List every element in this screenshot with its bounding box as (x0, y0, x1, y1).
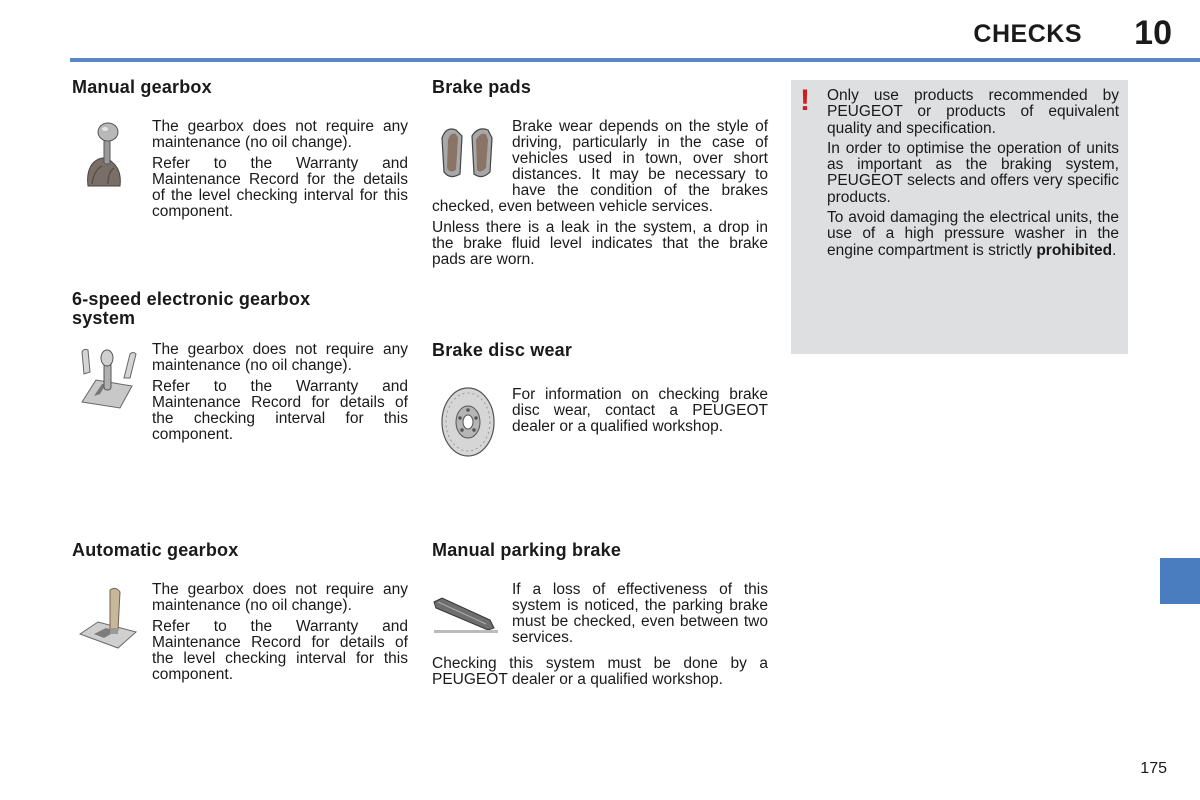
page-number: 175 (1140, 760, 1167, 777)
manual-gearbox-p1: The gearbox does not require any maintenance (no oil change). (152, 118, 408, 151)
electronic-gearbox-text (152, 342, 408, 448)
parking-brake-p1 (432, 582, 768, 646)
manual-gearbox-p2: Refer to the Warranty and Maintenance Record for the details of the level checking interval for this component. (152, 155, 408, 220)
electronic-gear-selector-icon (76, 344, 136, 416)
parking-brake-float-spacer (432, 582, 512, 648)
brake-pads-p1 (432, 119, 768, 215)
chapter-number: 10 (1134, 14, 1172, 52)
electronic-gearbox-heading: 6-speed electronic gearbox system (72, 289, 311, 328)
parking-brake-text (432, 582, 768, 693)
warning-p3-bold: prohibited (1036, 241, 1113, 259)
electronic-gearbox-p1: The gearbox does not require any maintenance (no oil change). (152, 341, 408, 374)
warning-p3-end: . (1112, 241, 1117, 259)
warning-exclamation-icon: ! (800, 84, 810, 117)
electronic-gearbox-p2: Refer to the Warranty and Maintenance Record for details of the checking interval for this component. (152, 378, 408, 443)
manual-gearbox-text (152, 119, 408, 225)
parking-brake-p2: Checking this system must be done by a PEUGEOT dealer or a qualified workshop. (432, 655, 768, 688)
brake-pads-text (432, 119, 768, 273)
warning-p3 (827, 210, 1119, 259)
brake-pads-p2: Unless there is a leak in the system, a drop in the brake fluid level indicates that the brake pads are worn. (432, 219, 768, 268)
warning-p2: In order to optimise the operation of units as important as the braking system, PEUGEOT selects and offers very specific products. (827, 139, 1119, 206)
brake-disc-heading: Brake disc wear (432, 340, 573, 360)
warning-p1: Only use products recommended by PEUGEOT or products of equivalent quality and specification. (827, 87, 1119, 137)
brake-pads-p1-text: Brake wear depends on the style of driving, particularly in the case of vehicles used in town, over short distances. It may be necessary to have the condition of the brakes checked, even between vehicle services. (432, 118, 768, 215)
automatic-gearbox-p1: The gearbox does not require any maintenance (no oil change). (152, 581, 408, 614)
automatic-gearbox-p2: Refer to the Warranty and Maintenance Record for details of the level checking interval for this component. (152, 618, 408, 683)
automatic-gear-selector-icon (76, 582, 136, 654)
parking-brake-p1-text: If a loss of effectiveness of this system is noticed, the parking brake must be checked, even between two services. (512, 581, 768, 646)
manual-gearbox-heading: Manual gearbox (72, 77, 212, 97)
brake-disc-text (512, 387, 768, 440)
brake-pads-heading: Brake pads (432, 77, 532, 97)
chapter-title: CHECKS (973, 20, 1082, 48)
header-rule (70, 58, 1200, 62)
warning-p3-text: To avoid damaging the electrical units, the use of a high pressure washer in the engine compartment is strictly (827, 209, 1119, 259)
brake-pads-float-spacer (432, 119, 512, 199)
manual-gear-lever-icon (78, 118, 138, 190)
automatic-gearbox-text (152, 582, 408, 688)
parking-brake-heading: Manual parking brake (432, 540, 622, 560)
brake-disc-icon (438, 384, 498, 456)
brake-disc-p1: For information on checking brake disc wear, contact a PEUGEOT dealer or a qualified workshop. (512, 386, 768, 435)
automatic-gearbox-heading: Automatic gearbox (72, 540, 239, 560)
warning-text (827, 88, 1119, 263)
chapter-side-tab (1160, 558, 1200, 604)
